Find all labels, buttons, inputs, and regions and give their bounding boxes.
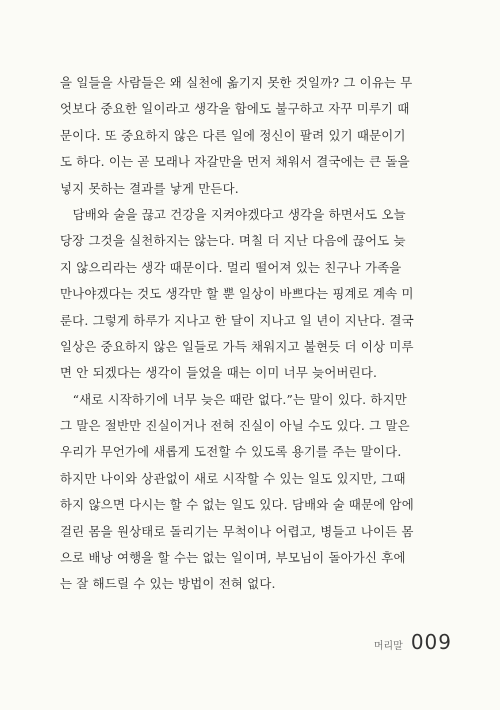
body-line: 일상은 중요하지 않은 일들로 가득 채워지고 불현듯 더 이상 미루: [60, 338, 414, 354]
body-line: 우리가 무언가에 새롭게 도전할 수 있도록 용기를 주는 말이다.: [60, 444, 402, 460]
body-text: [60, 70, 452, 598]
body-line: 하지만 나이와 상관없이 새로 시작할 수 있는 일도 있지만, 그때: [60, 470, 406, 486]
body-line: 문이다. 또 중요하지 않은 다른 일에 정신이 팔려 있기 때문이기: [60, 127, 406, 143]
page-number: 009: [410, 630, 452, 654]
body-line: 걸린 몸을 원상태로 돌리기는 무척이나 어렵고, 병들고 나이든 몸: [60, 523, 414, 539]
body-line: 담배와 술을 끊고 건강을 지켜야겠다고 생각을 하면서도 오늘: [60, 206, 406, 222]
page-footer: [374, 630, 452, 654]
running-head: 머리말: [373, 641, 403, 652]
body-line: “새로 시작하기에 너무 늦은 때란 없다.”는 말이 있다. 하지만: [60, 391, 407, 407]
body-line: 을 일들을 사람들은 왜 실천에 옮기지 못한 것일까? 그 이유는 무: [60, 75, 413, 90]
body-line: 도 하다. 이는 곧 모래나 자갈만을 먼저 채워서 결국에는 큰 돌을: [60, 154, 410, 170]
body-line: 하지 않으면 다시는 할 수 없는 일도 있다. 담배와 술 때문에 암에: [60, 497, 414, 513]
body-line: 면 안 되겠다는 생각이 들었을 때는 이미 너무 늦어버린다.: [60, 365, 378, 381]
body-line: 그 말은 절반만 진실이거나 전혀 진실이 아닐 수도 있다. 그 말은: [60, 418, 410, 434]
body-line: 지 않으리라는 생각 때문이다. 멀리 떨어져 있는 친구나 가족을: [60, 259, 402, 275]
body-line: 엇보다 중요한 일이라고 생각을 함에도 불구하고 자꾸 미루기 때: [60, 101, 410, 117]
body-line: 는 잘 해드릴 수 있는 방법이 전혀 없다.: [60, 576, 276, 592]
body-line: 룬다. 그렇게 하루가 지나고 한 달이 지나고 일 년이 지난다. 결국: [60, 312, 414, 328]
body-line: 으로 배낭 여행을 할 수는 없는 일이며, 부모님이 돌아가신 후에: [60, 550, 406, 566]
body-line: 만나야겠다는 것도 생각만 할 뿐 일상이 바쁘다는 핑계로 계속 미: [60, 286, 414, 302]
body-line: 넣지 못하는 결과를 낳게 만든다.: [60, 180, 239, 196]
body-line: 당장 그것을 실천하지는 않는다. 며칠 더 지난 다음에 끊어도 늦: [60, 233, 406, 249]
